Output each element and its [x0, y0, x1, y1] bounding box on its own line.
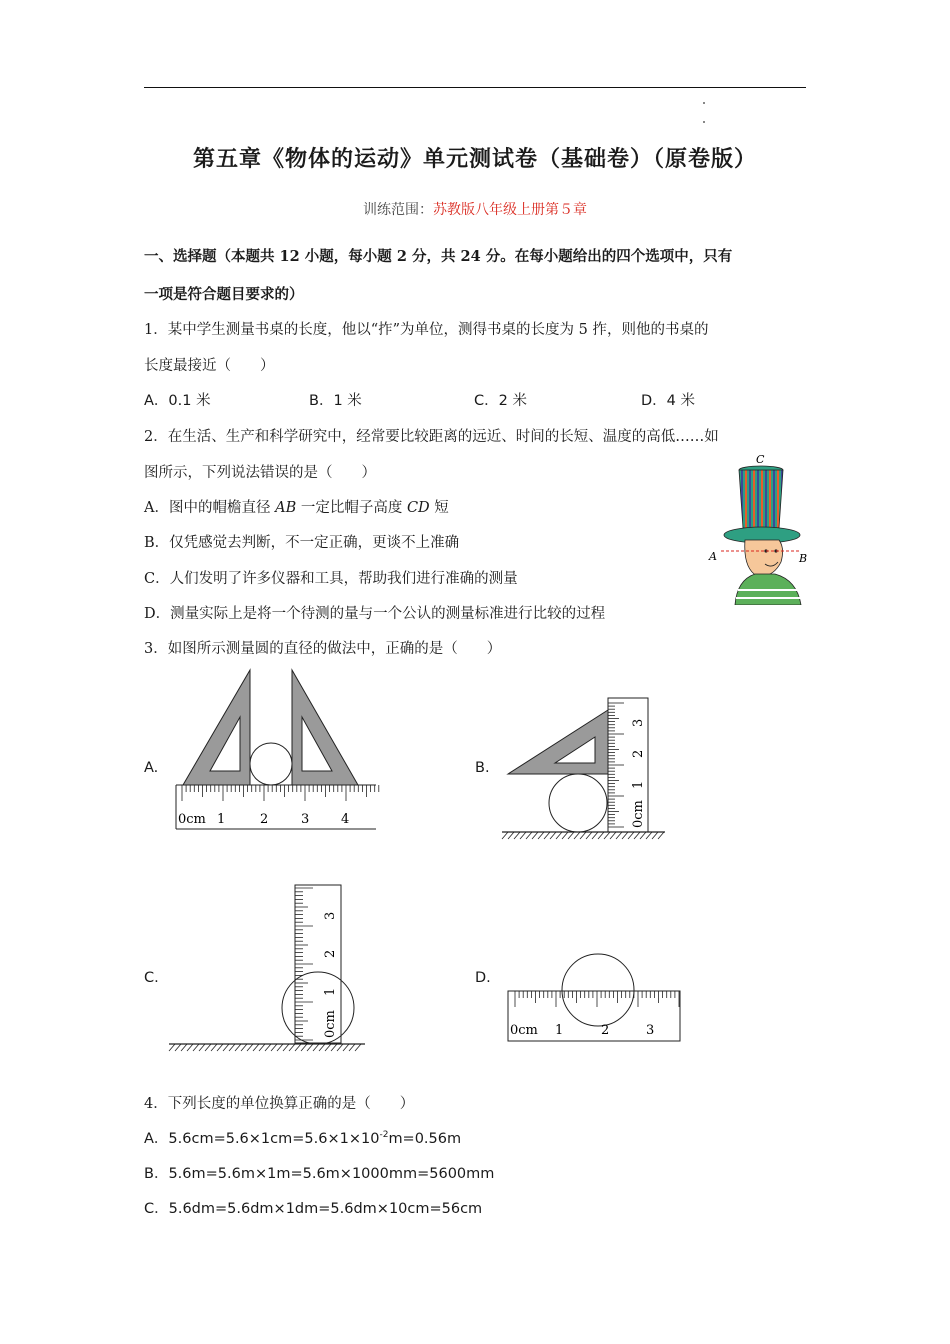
ground-hatch	[502, 832, 508, 839]
q4-option-a-text: m=0.56m	[388, 1131, 462, 1147]
ground-hatch	[265, 1044, 271, 1051]
q4-option-c[interactable]: C．5.6dm=5.6dm×1dm=5.6dm×10cm=56cm	[144, 1201, 483, 1217]
ground-hatch	[622, 832, 628, 839]
ground-hatch	[658, 832, 664, 839]
label-c: C	[756, 453, 765, 466]
q1-option-a[interactable]: A．0.1 米	[144, 393, 211, 409]
ground-hatch	[652, 832, 658, 839]
ground-hatch	[508, 832, 514, 839]
ground-hatch	[211, 1044, 217, 1051]
ground-hatch	[574, 832, 580, 839]
ground-hatch	[580, 832, 586, 839]
label-a: A	[709, 550, 717, 563]
ground-hatch	[610, 832, 616, 839]
q2-stem-cont: 图所示，下列说法错误的是（ ）	[144, 465, 376, 481]
header-rule	[144, 87, 806, 88]
q2-option-a-text: 短	[429, 500, 449, 516]
q3-option-d-label[interactable]: D.	[475, 970, 491, 986]
section-heading-cont: 一项是符合题目要求的）	[144, 286, 304, 303]
ground-hatch	[538, 832, 544, 839]
ground-hatch	[313, 1044, 319, 1051]
ground-hatch	[271, 1044, 277, 1051]
ground-hatch	[259, 1044, 265, 1051]
q1-option-d[interactable]: D．4 米	[641, 393, 695, 409]
ground-hatch	[616, 832, 622, 839]
ground-hatch	[169, 1044, 175, 1051]
ground-hatch	[544, 832, 550, 839]
q3-option-a-label[interactable]: A.	[144, 760, 159, 776]
q4-option-a-text: A．5.6cm=5.6×1cm=5.6×1×10	[144, 1131, 380, 1147]
ground-hatch	[253, 1044, 259, 1051]
var-ab: AB	[275, 500, 297, 516]
ground-hatch	[526, 832, 532, 839]
ground-hatch	[598, 832, 604, 839]
ground-hatch	[586, 832, 592, 839]
q2-stem: 2．在生活、生产和科学研究中，经常要比较距离的远近、时间的长短、温度的高低……如	[144, 429, 719, 445]
figure-d	[503, 948, 688, 1048]
scope-label: 训练范围：	[363, 202, 433, 218]
ground-hatch	[283, 1044, 289, 1051]
q4-option-a[interactable]	[144, 1127, 461, 1148]
ground-hatch	[223, 1044, 229, 1051]
ruler-unit: 0cm	[178, 812, 206, 827]
ground-hatch	[325, 1044, 331, 1051]
tick-label: 3	[323, 911, 338, 920]
var-cd: CD	[406, 500, 430, 516]
ground-hatch	[532, 832, 538, 839]
training-scope	[0, 199, 950, 219]
q1-option-b[interactable]: B．1 米	[309, 393, 362, 409]
hat-boy-figure	[705, 450, 810, 605]
ground-hatch	[514, 832, 520, 839]
q2-option-b[interactable]: B．仅凭感觉去判断，不一定正确，更谈不上准确	[144, 535, 460, 551]
q2-option-a-text: 一定比帽子高度	[296, 500, 407, 516]
ground-hatch	[562, 832, 568, 839]
tick-label: 3	[631, 718, 646, 727]
ground-hatch	[646, 832, 652, 839]
ground-hatch	[604, 832, 610, 839]
ground-hatch	[592, 832, 598, 839]
ground-hatch	[349, 1044, 355, 1051]
scope-value: 苏教版八年级上册第５章	[433, 202, 587, 218]
q1-options	[144, 389, 806, 409]
ground-hatch	[520, 832, 526, 839]
q2-option-c[interactable]: C．人们发明了许多仪器和工具，帮助我们进行准确的测量	[144, 571, 518, 587]
tick-label: 1	[555, 1023, 564, 1038]
q1-stem-cont: 长度最接近（ ）	[144, 358, 275, 374]
page-title: 第五章《物体的运动》单元测试卷（基础卷）（原卷版）	[192, 146, 757, 172]
ground-hatch	[319, 1044, 325, 1051]
tick-label: 2	[631, 749, 646, 758]
ground-hatch	[301, 1044, 307, 1051]
ruler-unit: 0cm	[323, 1010, 338, 1038]
ruler-unit: 0cm	[631, 800, 646, 828]
ground-hatch	[628, 832, 634, 839]
figure-c	[165, 880, 395, 1055]
ground-hatch	[175, 1044, 181, 1051]
ground-hatch	[247, 1044, 253, 1051]
exponent: -2	[379, 1130, 389, 1141]
ground-hatch	[241, 1044, 247, 1051]
ground-hatch	[337, 1044, 343, 1051]
header-dot	[703, 121, 705, 123]
ground-hatch	[187, 1044, 193, 1051]
ground-hatch	[235, 1044, 241, 1051]
tick-label: 2	[601, 1023, 610, 1038]
ground-hatch	[568, 832, 574, 839]
tick-label: 2	[260, 812, 269, 827]
ground-hatch	[634, 832, 640, 839]
ground-hatch	[277, 1044, 283, 1051]
ruler-unit: 0cm	[510, 1023, 538, 1038]
q4-stem: 4．下列长度的单位换算正确的是（ ）	[144, 1096, 415, 1112]
ground-hatch	[550, 832, 556, 839]
q1-stem: 1．某中学生测量书桌的长度，他以“拃”为单位，测得书桌的长度为 5 拃，则他的书桌的	[144, 322, 709, 338]
figure-a	[170, 665, 385, 835]
ground-hatch	[307, 1044, 313, 1051]
figure-b	[500, 690, 670, 845]
q4-option-b[interactable]: B．5.6m=5.6m×1m=5.6m×1000mm=5600mm	[144, 1166, 495, 1182]
tick-label: 3	[646, 1023, 655, 1038]
ground-hatch	[640, 832, 646, 839]
tick-label: 3	[301, 812, 310, 827]
tick-label: 1	[631, 780, 646, 789]
q1-option-c[interactable]: C．2 米	[474, 393, 527, 409]
tick-label: 1	[217, 812, 226, 827]
ground-hatch	[205, 1044, 211, 1051]
ground-hatch	[217, 1044, 223, 1051]
tick-label: 2	[323, 949, 338, 958]
section-heading: 一、选择题（本题共 12 小题，每小题 2 分，共 24 分。在每小题给出的四个选项中，只有	[144, 248, 733, 265]
ground-hatch	[289, 1044, 295, 1051]
q3-option-b-label[interactable]: B.	[475, 760, 490, 776]
tick-label: 1	[323, 987, 338, 996]
ground-hatch	[355, 1044, 361, 1051]
q2-option-a-text: A．图中的帽檐直径	[144, 500, 276, 516]
header-dot	[703, 102, 705, 104]
q3-option-c-label[interactable]: C.	[144, 970, 159, 986]
label-b: B	[799, 552, 808, 565]
ground-hatch	[556, 832, 562, 839]
ground-hatch	[331, 1044, 337, 1051]
ground-hatch	[193, 1044, 199, 1051]
q2-option-d[interactable]: D．测量实际上是将一个待测的量与一个公认的测量标准进行比较的过程	[144, 606, 606, 622]
ground-hatch	[181, 1044, 187, 1051]
q2-option-a[interactable]	[144, 496, 449, 517]
ground-hatch	[295, 1044, 301, 1051]
ground-hatch	[229, 1044, 235, 1051]
tick-label: 4	[341, 812, 350, 827]
q3-stem: 3．如图所示测量圆的直径的做法中，正确的是（ ）	[144, 641, 502, 657]
ground-hatch	[199, 1044, 205, 1051]
ground-hatch	[343, 1044, 349, 1051]
